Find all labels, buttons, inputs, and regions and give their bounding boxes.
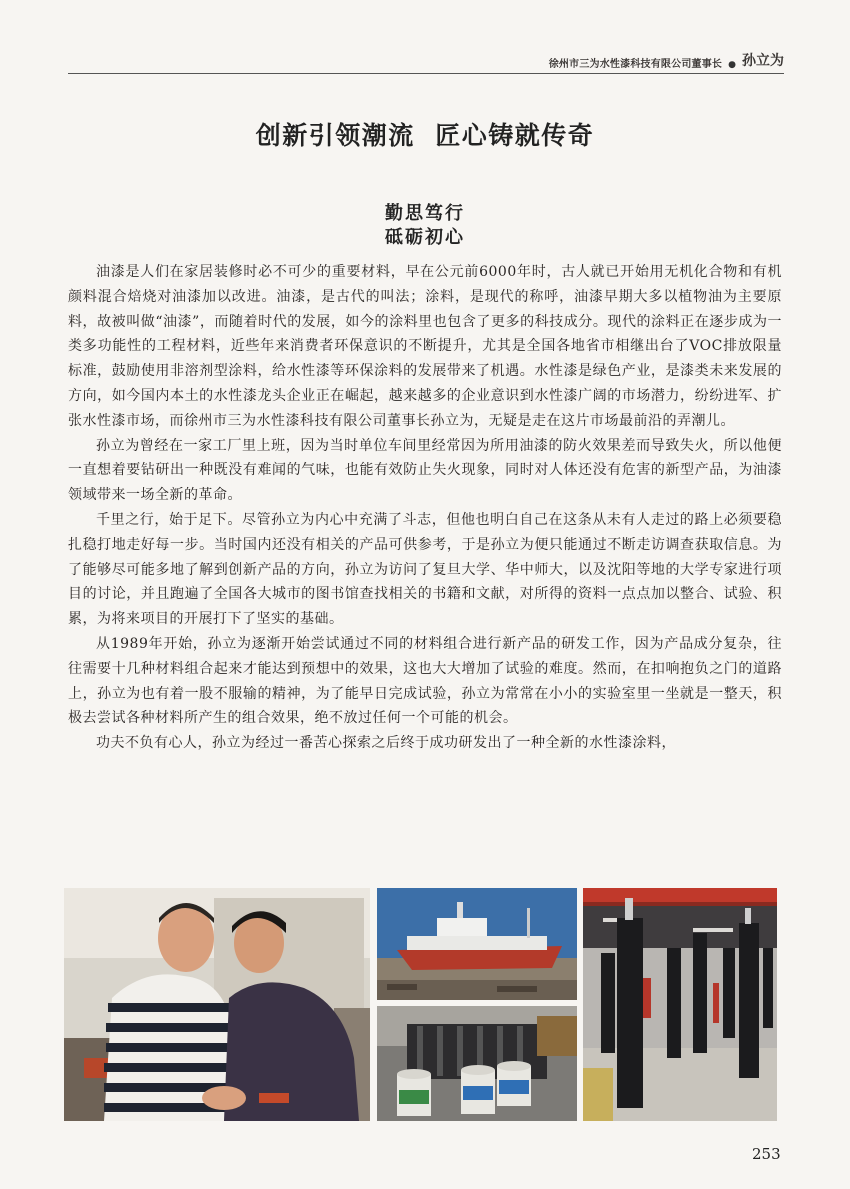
- paragraph-5: 功夫不负有心人，孙立为经过一番苦心探索之后终于成功研发出了一种全新的水性漆涂料，: [96, 735, 676, 752]
- photo-ship-drydock: [377, 888, 577, 1000]
- paragraph-3: 千里之行，始于足下。尽管孙立为内心中充满了斗志，但他也明白自己在这条从未有人走过的路上必须要稳扎稳打地走好每一步。当时国内还没有相关的产品可供参考，于是孙立为便只能通过不断走访调查获取信息。为了能够尽可能多地了解到创新产品的方向，孙立为访问了复旦大学、华中师大，以及沈阳等地的大学专家进行项目的讨论，并且跑遍了全国各大城市的图书馆查找相关的书籍和文献，对所得的资料一点点加以整合、试验、积累，为将来项目的开展打下了坚实的基础。: [68, 511, 782, 628]
- photo-paint-cans: [377, 1006, 577, 1121]
- paragraph-1: 油漆是人们在家居装修时必不可少的重要材料，早在公元前6000年时，古人就已开始用无机化合物和有机颜料混合焙烧对油漆加以改进。油漆，是古代的叫法；涂料，是现代的称呼，油漆早期大多以植物油为主要原料，故被叫做“油漆”，而随着时代的发展，如今的涂料里也包含了更多的科技成分。现代的涂料正在逐步成为一类多功能性的工程材料，近些年来消费者环保意识的不断提升，尤其是全国各地省市相继出台了VOC排放限量标准，鼓励使用非溶剂型涂料，给水性漆等环保涂料的发展带来了机遇。水性漆是绿色产业，是漆类未来发展的方向，如今国内本土的水性漆龙头企业正在崛起，越来越多的企业意识到水性漆广阔的市场潜力，纷纷进军、扩张水性漆市场，而徐州市三为水性漆科技有限公司董事长孙立为，无疑是走在这片市场最前沿的弄潮儿。: [68, 264, 782, 429]
- paragraph-2: 孙立为曾经在一家工厂里上班，因为当时单位车间里经常因为所用油漆的防火效果差而导致失火，所以他便一直想着要钻研出一种既没有难闻的气味，也能有效防止失火现象，同时对人体还没有危害的新型产品，为油漆领域带来一场全新的革命。: [68, 437, 782, 504]
- page-number: 253: [752, 1145, 781, 1163]
- paragraph-4: 从1989年开始，孙立为逐渐开始尝试通过不同的材料组合进行新产品的研发工作，因为产品成分复杂，往往需要十几种材料组合起来才能达到预想中的效果，这也大大增加了试验的难度。然而，在扣响抱负之门的道路上，孙立为也有着一股不服输的精神，为了能早日完成试验，孙立为常常在小小的实验室里一坐就是一整天，积极去尝试各种材料所产生的组合效果，绝不放过任何一个可能的机会。: [68, 635, 782, 727]
- section-heading-line-1: 勤思笃行: [385, 203, 465, 224]
- header-bullet: ●: [728, 60, 736, 70]
- article-title: 创新引领潮流 匠心铸就传奇: [255, 121, 595, 150]
- header-company: 徐州市三为水性漆科技有限公司董事长: [548, 59, 723, 70]
- photo-two-men-lab: [64, 888, 370, 1121]
- section-heading-line-2: 砥砺初心: [385, 227, 465, 248]
- photo-black-cylinders-factory: [583, 888, 777, 1121]
- running-header: [68, 44, 784, 74]
- header-person-name: 孙立为: [742, 53, 784, 69]
- article-body: [68, 260, 782, 756]
